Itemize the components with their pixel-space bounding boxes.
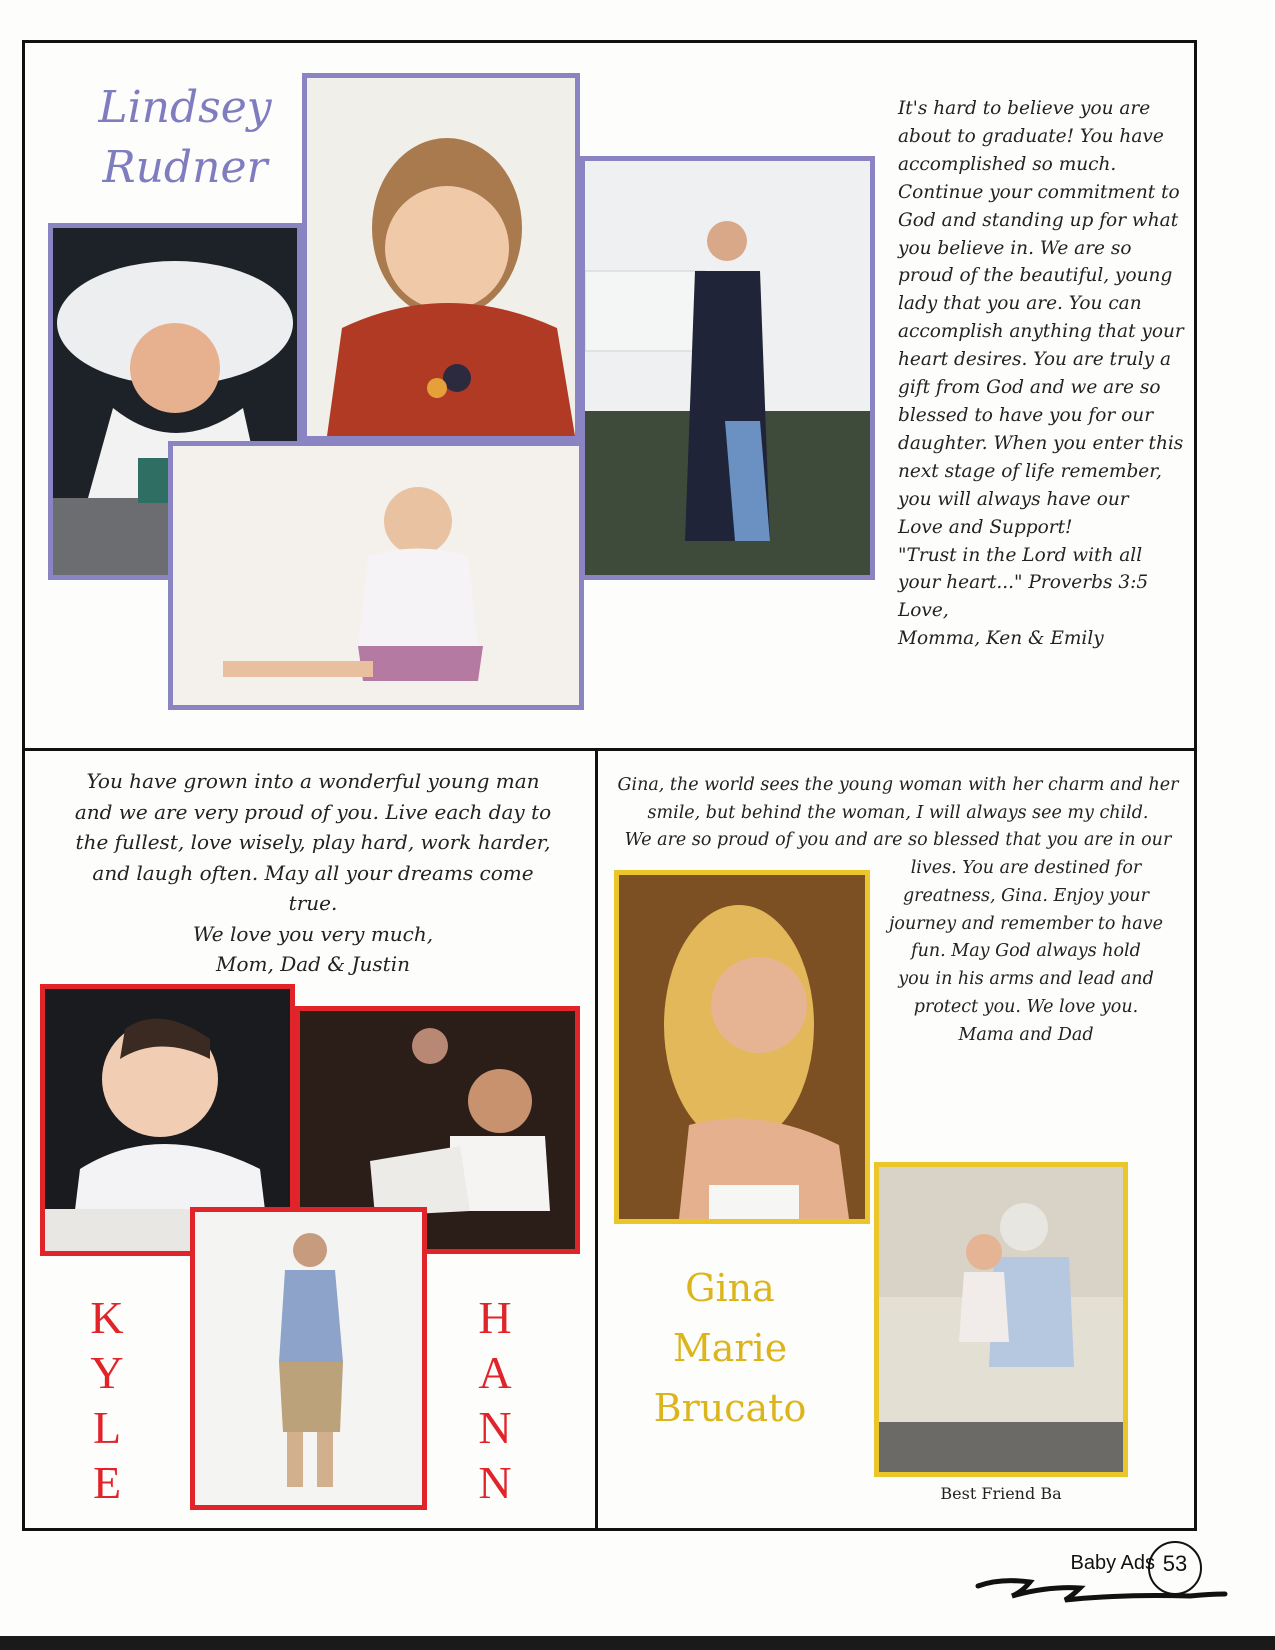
ad1-message-line: Continue your commitment to [898,181,1180,203]
ad2-first-name-letter: E [92,1457,122,1508]
ad1-message-line: God and standing up for what [898,209,1179,231]
ad2-message-line: You have grown into a wonderful young man [86,769,540,793]
ad1-name-last: Rudner [102,142,268,193]
ad1-message-line: next stage of life remember, [898,460,1162,482]
ad2-last-name-letter: N [478,1457,512,1508]
ad2-message-line: Mom, Dad & Justin [216,952,410,976]
ad1-message-line: "Trust in the Lord with all [898,544,1143,566]
ad3-name-last: Brucato [653,1386,807,1430]
ad3-name-first: Gina [685,1266,775,1310]
ad1-message-line: daughter. When you enter this [898,432,1184,454]
ad2-last-name [470,1290,520,1510]
ad2-photo-senior [190,1207,427,1510]
ad3-message-line: fun. May God always hold [911,941,1141,962]
footer-section-label: Baby Ads [1070,1552,1155,1574]
ad2-first-name-letter: L [92,1402,122,1453]
ad1-message-line: about to graduate! You have [898,125,1164,147]
ad2-first-name-letter: Y [90,1347,124,1398]
ad1-message-line: lady that you are. You can [898,293,1142,315]
ad2-message-line: and laugh often. May all your dreams come [92,860,534,885]
ad1-message-line: you believe in. We are so [898,237,1132,259]
ad2-message-line: the fullest, love wisely, play hard, work harder, [75,830,551,854]
ad2-message-line: true. [288,891,338,915]
footer-page-number: 53 [1162,1551,1188,1576]
ad3-message-side [876,855,1176,1050]
ad3-message-line: greatness, Gina. Enjoy your [902,885,1150,906]
ad1-message-line: Love, [898,600,949,622]
ad1-message-line: Momma, Ken & Emily [898,628,1104,650]
ad3-name-middle: Marie [672,1326,788,1370]
ad1-name-first: Lindsey [98,82,272,133]
ad2-last-name-letter: H [478,1292,512,1343]
ad3-message-line: We are so proud of you and are so blessed that you are in our [624,830,1172,850]
ad3-message-top [602,772,1194,855]
ad3-message-line: Mama and Dad [958,1024,1094,1045]
ad1-message-line: heart desires. You are truly a [898,349,1172,371]
ad2-message [38,766,588,980]
ad3-message-line: protect you. We love you. [913,996,1139,1017]
ad1-message-line: proud of the beautiful, young [898,265,1173,287]
ad1-message-line: It's hard to believe you are [898,98,1151,119]
ad1-message-line: gift from God and we are so [898,377,1161,399]
ad3-photo-portrait [614,870,870,1224]
ad2-last-name-letter: N [478,1402,512,1453]
ad3-photo-caption: Best Friend Ba [940,1484,1062,1503]
ad1-message-line: you will always have our [898,488,1129,510]
ad1-message-line: accomplish anything that your [898,321,1184,343]
bottom-edge-band [0,1636,1275,1650]
ad2-first-name-letter: K [90,1292,124,1343]
ad3-photo-best-friend [874,1162,1128,1477]
ad1-message-line: your heart..." Proverbs 3:5 [898,572,1149,594]
footer [960,1536,1240,1606]
ad3-name [620,1258,840,1438]
ad2-message-line: and we are very proud of you. Live each day to [74,799,552,824]
ad1-message-line: accomplished so much. [898,153,1117,175]
ad3-message-line: smile, but behind the woman, I will always see my child. [647,802,1149,823]
ad1-message-line: Love and Support! [898,516,1073,538]
ad3-message-line: Gina, the world sees the young woman with her charm and her [617,775,1179,795]
ad-kyle-hann [0,0,595,1650]
ad3-message-line: journey and remember to have [889,913,1163,934]
ad3-message-line: you in his arms and lead and [898,969,1154,990]
ad2-last-name-letter: A [478,1347,512,1398]
ad3-message-line: lives. You are destined for [910,858,1142,878]
ad1-message-line: blessed to have you for our [898,404,1154,426]
ad2-message-line: We love you very much, [192,921,434,946]
ad-gina-marie-brucato [598,0,1197,1650]
ad2-first-name [82,1290,132,1510]
